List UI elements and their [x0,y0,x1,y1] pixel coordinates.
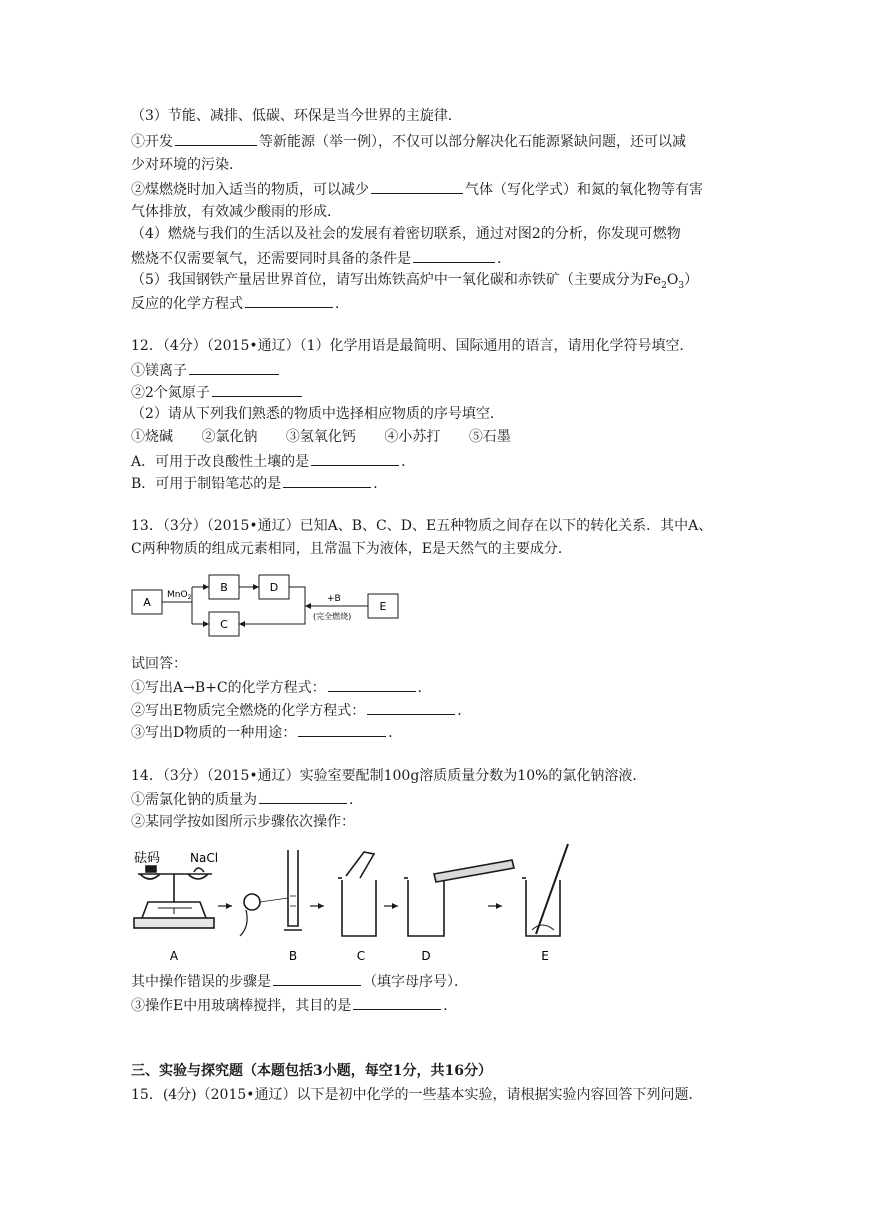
answer-blank[interactable] [245,293,333,308]
q11-part3-item2-cont: 气体排放，有效减少酸雨的形成． [131,204,341,220]
weights-label: 砝码 [134,851,161,866]
q13-item2: ②写出E物质完全燃烧的化学方程式： ． [131,700,471,720]
q11-part3-item2: ②煤燃烧时加入适当的物质，可以减少 气体（写化学式）和氮的氧化物等有害 [131,179,703,199]
step-label: D [421,949,431,963]
answer-blank[interactable] [212,382,302,397]
nacl-label: NaCl [190,851,219,865]
answer-blank[interactable] [328,677,416,692]
q12-item2: ②2个氮原子 [131,382,304,402]
arrowhead [318,903,324,909]
node-label-d: D [269,581,279,594]
beaker-e-illustration [522,844,568,936]
q12-options [131,427,535,447]
answer-blank[interactable] [353,995,441,1010]
option-item: ②氯化钠 [201,429,258,445]
q12-partA: A．可用于改良酸性土壤的是 ． [131,451,415,471]
q11-part3-intro: （3）节能、减排、低碳、环保是当今世界的主旋律． [131,108,462,124]
option-item: ①烧碱 [131,429,173,445]
transformation-diagram [130,568,400,640]
q11-part5-cont: 反应的化学方程式 ． [131,293,349,313]
step-label: C [356,949,366,963]
q14-item2: ②某同学按如图所示步骤依次操作： [131,814,355,830]
option-item: ⑤石墨 [468,429,511,445]
answer-blank[interactable] [311,451,399,466]
reactant-label: +B [327,594,341,604]
arrowhead [253,584,259,590]
step-label: E [541,949,549,963]
beaker-d-illustration [404,860,514,936]
catalyst-label: MnO$_2$ [167,590,192,601]
step-label: A [169,949,179,963]
beaker-c-illustration [338,852,376,936]
q11-part4: （4）燃烧与我们的生活以及社会的发展有着密切联系，通过对图2的分析，你发现可燃物 [131,226,681,242]
q14-error-step: 其中操作错误的步骤是 （填字母序号）． [131,971,468,991]
node-label-e: E [379,600,387,613]
option-item: ③氢氧化钙 [285,429,356,445]
q13-ask: 试回答： [131,656,187,672]
q11-part3-item1-cont: 少对环境的污染． [131,157,243,173]
arrowhead [496,903,502,909]
arrowhead [203,584,209,590]
arrowhead [305,603,311,609]
step-label: B [288,949,298,963]
condition-label: (完全燃烧) [313,612,352,621]
arrowhead [239,621,245,627]
node-label-c: C [220,618,228,631]
q14-heading: 14．（3分）（2015•通辽）实验室要配制100g溶质质量分数为10%的氯化钠溶液． [131,768,647,784]
answer-blank[interactable] [367,700,455,715]
arrowhead [203,621,209,627]
answer-blank[interactable] [259,789,347,804]
arrowhead [226,903,232,909]
q13-heading-cont: C两种物质的组成元素相同，且常温下为液体，E是天然气的主要成分． [131,541,572,557]
q15-heading: 15．(4分)（2015•通辽）以下是初中化学的一些基本实验，请根据实验内容回答下列问题． [131,1087,703,1103]
answer-blank[interactable] [298,722,386,737]
answer-blank[interactable] [175,131,257,146]
q12-heading: 12．（4分）（2015•通辽）（1）化学用语是最简明、国际通用的语言，请用化学符号填空． [131,338,694,354]
balance-illustration [134,866,214,928]
q11-part4-cont: 燃烧不仅需要氧气，还需要同时具备的条件是 ． [131,248,511,268]
q13-item3: ③写出D物质的一种用途： ． [131,722,402,742]
q14-item3: ③操作E中用玻璃棒搅拌，其目的是 ． [131,995,457,1015]
q13-heading: 13．（3分）（2015•通辽）已知A、B、C、D、E五种物质之间存在以下的转化关系．其中A、 [131,518,713,534]
answer-blank[interactable] [273,971,361,986]
q14-item1: ①需氯化钠的质量为 ． [131,789,363,809]
q12-partB: B．可用于制铅笔芯的是 ． [131,473,387,493]
answer-blank[interactable] [371,179,463,194]
cylinder-illustration [240,850,302,936]
option-item: ④小苏打 [384,429,441,445]
q11-part5: （5）我国钢铁产量居世界首位，请写出炼铁高炉中一氧化碳和赤铁矿（主要成分为$Fe_2O_3$） [131,272,699,291]
answer-blank[interactable] [283,473,371,488]
q11-part3-item1: ①开发 等新能源（举一例），不仅可以部分解决化石能源紧缺问题，还可以减 [131,131,686,151]
answer-blank[interactable] [189,360,279,375]
arrowhead [392,903,398,909]
node-label-a: A [143,596,151,609]
node-label-b: B [220,581,228,594]
q13-item1: ①写出A→B+C的化学方程式： ． [131,677,432,697]
q12-part2: （2）请从下列我们熟悉的物质中选择相应物质的序号填空． [131,406,504,422]
q12-item1: ①镁离子 [131,360,281,380]
section-title: 三、实验与探究题（本题包括3小题，每空1分，共16分） [131,1063,492,1079]
experiment-steps-figure [128,840,580,965]
answer-blank[interactable] [413,248,495,263]
